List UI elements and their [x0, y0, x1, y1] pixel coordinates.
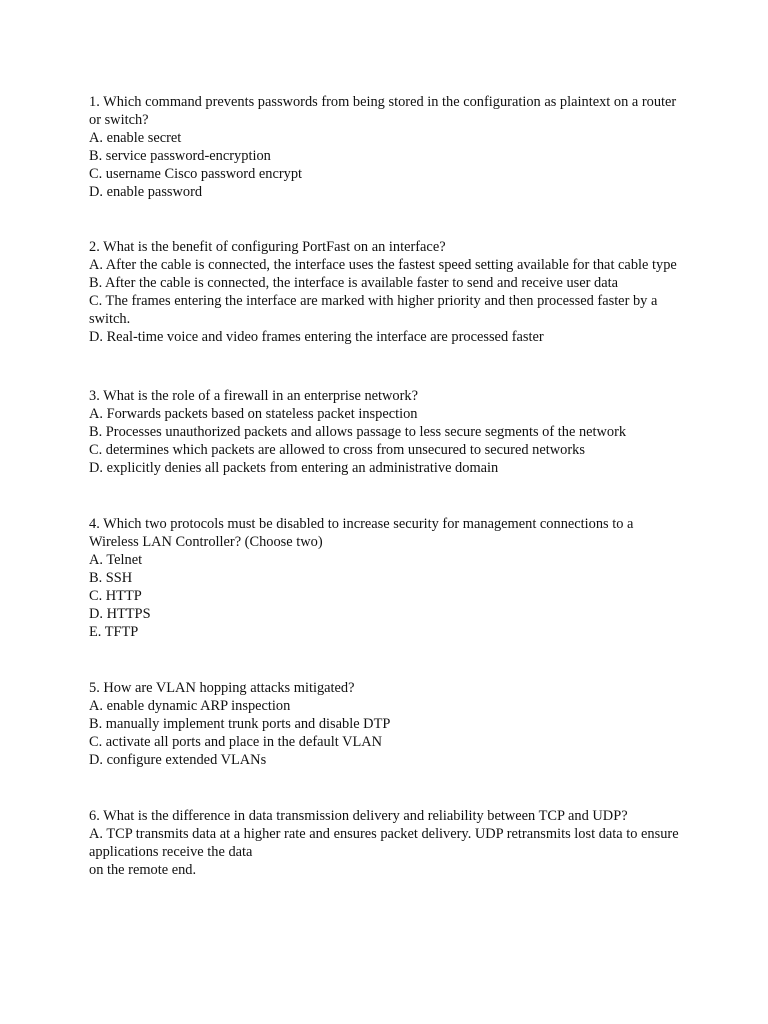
answer-option: C. activate all ports and place in the default VLAN — [89, 734, 383, 750]
question-5 — [89, 679, 679, 769]
answer-option: D. configure extended VLANs — [89, 752, 267, 768]
answer-option: B. Processes unauthorized packets and allows passage to less secure segments of the network — [89, 424, 627, 440]
question-4 — [89, 515, 679, 641]
spacer — [89, 346, 679, 387]
answer-option: A. enable secret — [89, 130, 182, 146]
answer-option: A. Forwards packets based on stateless packet inspection — [89, 406, 418, 422]
answer-option: C. username Cisco password encrypt — [89, 166, 303, 182]
answer-option: B. service password-encryption — [89, 148, 271, 164]
question-1 — [89, 93, 679, 201]
question-2 — [89, 238, 679, 346]
question-3 — [89, 387, 679, 477]
answer-option: D. explicitly denies all packets from entering an administrative domain — [89, 460, 499, 476]
answer-option-continuation: on the remote end. — [89, 862, 197, 878]
answer-option: B. SSH — [89, 570, 133, 586]
question-text: 6. What is the difference in data transmission delivery and reliability between TCP and UDP? — [89, 808, 628, 824]
question-text: 4. Which two protocols must be disabled to increase security for management connections to a Wireless LAN Controller? (Choose two) — [89, 516, 634, 550]
answer-option: A. After the cable is connected, the interface uses the fastest speed setting available for that cable type — [89, 257, 677, 273]
spacer — [89, 201, 679, 238]
answer-option: C. HTTP — [89, 588, 142, 604]
question-text: 2. What is the benefit of configuring PortFast on an interface? — [89, 239, 446, 255]
question-text: 1. Which command prevents passwords from being stored in the configuration as plaintext on a router or switch? — [89, 94, 677, 128]
answer-option: C. determines which packets are allowed to cross from unsecured to secured networks — [89, 442, 585, 458]
answer-option: E. TFTP — [89, 624, 139, 640]
answer-option: D. Real-time voice and video frames entering the interface are processed faster — [89, 329, 544, 345]
answer-option: B. After the cable is connected, the interface is available faster to send and receive user data — [89, 275, 619, 291]
answer-option: A. Telnet — [89, 552, 143, 568]
answer-option: A. TCP transmits data at a higher rate and ensures packet delivery. UDP retransmits lost data to ensure applications receive the data — [89, 826, 679, 860]
answer-option: B. manually implement trunk ports and disable DTP — [89, 716, 391, 732]
question-6 — [89, 807, 679, 879]
document-page — [89, 93, 679, 879]
question-text: 5. How are VLAN hopping attacks mitigated? — [89, 680, 355, 696]
spacer — [89, 769, 679, 807]
answer-option: D. HTTPS — [89, 606, 151, 622]
spacer — [89, 477, 679, 515]
answer-option: D. enable password — [89, 184, 203, 200]
spacer — [89, 641, 679, 679]
question-text: 3. What is the role of a firewall in an enterprise network? — [89, 388, 418, 404]
answer-option: A. enable dynamic ARP inspection — [89, 698, 291, 714]
answer-option: C. The frames entering the interface are marked with higher priority and then processed faster by a switch. — [89, 293, 658, 327]
